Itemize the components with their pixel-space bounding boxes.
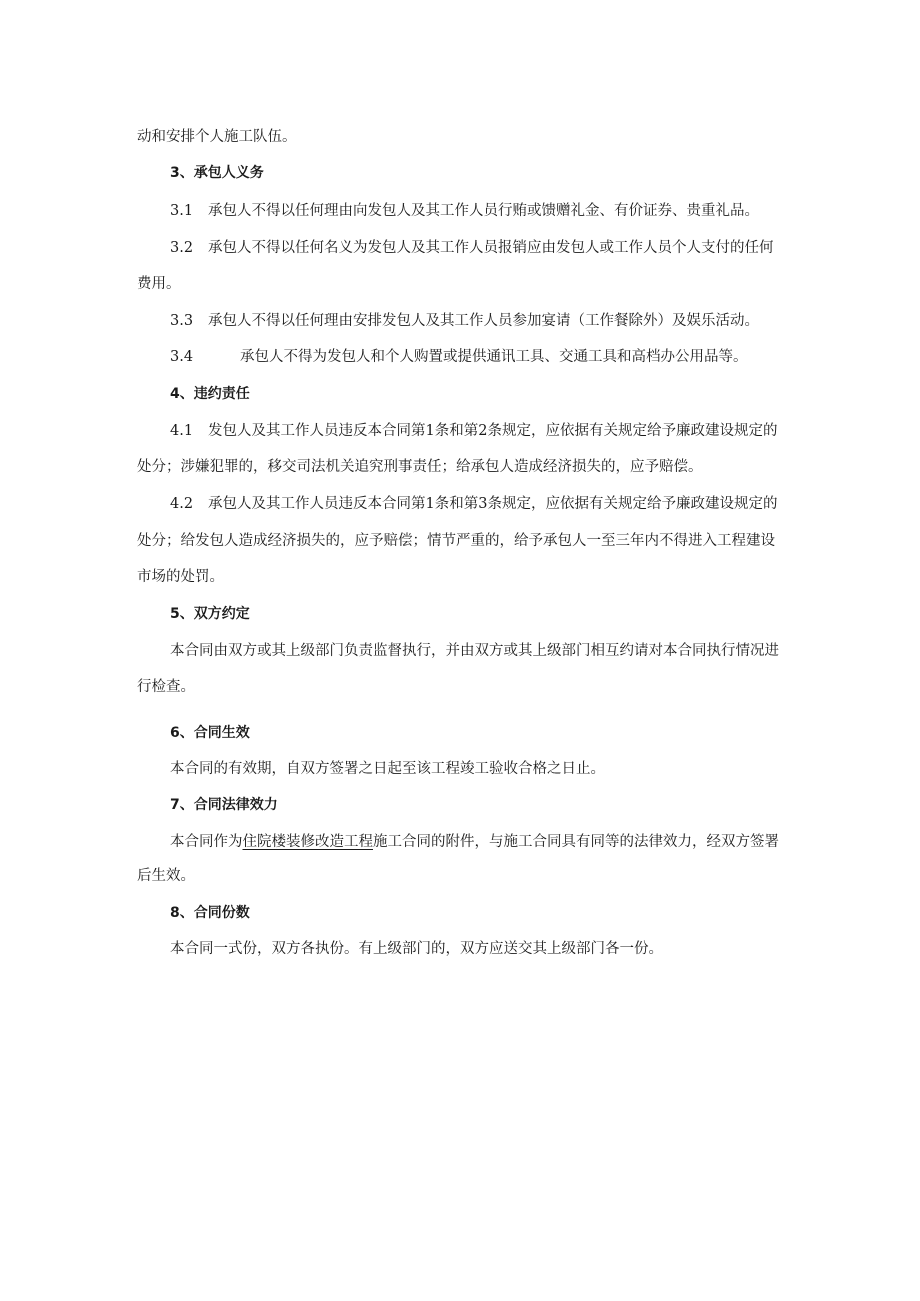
clause-number: 3.1 (170, 203, 194, 219)
paragraph-7-continuation (137, 866, 195, 886)
section-heading-text: 7、合同法律效力 (170, 797, 278, 813)
clause-4-1 (170, 421, 777, 441)
clause-4-1-continuation (137, 457, 703, 477)
paragraph-text: 行检查。 (137, 679, 195, 695)
clause-3-2-continuation (137, 274, 181, 294)
paragraph-continuation (137, 127, 297, 147)
clause-number: 4.2 (170, 496, 194, 512)
clause-text: 承包人不得为发包人和个人购置或提供通讯工具、交通工具和高档办公用品等。 (240, 349, 748, 365)
section-heading-3 (170, 163, 264, 183)
section-heading-5 (170, 604, 250, 624)
paragraph-text: 本合同的有效期，自双方签署之日起至该工程竣工验收合格之日止。 (170, 761, 605, 777)
clause-3-4 (170, 347, 748, 367)
clause-4-2-continuation (137, 531, 775, 551)
paragraph-text: 本合同作为 (170, 834, 243, 850)
clause-3-1 (170, 201, 759, 221)
section-heading-text: 4、违约责任 (170, 386, 250, 402)
section-heading-text: 3、承包人义务 (170, 165, 264, 181)
clause-text: 市场的处罚。 (137, 569, 224, 585)
project-name-underlined: 住院楼装修改造工程 (242, 834, 373, 850)
paragraph-text: 施工合同的附件，与施工合同具有同等的法律效力，经双方签署 (373, 834, 779, 850)
section-heading-text: 8、合同份数 (170, 905, 250, 921)
clause-4-2 (170, 494, 777, 514)
clause-number: 3.3 (170, 313, 194, 329)
paragraph-text: 本合同由双方或其上级部门负责监督执行，并由双方或其上级部门相互约请对本合同执行情况进 (170, 643, 779, 659)
paragraph-text: 本合同一式份，双方各执份。有上级部门的，双方应送交其上级部门各一份。 (170, 941, 663, 957)
clause-text: 承包人不得以任何名义为发包人及其工作人员报销应由发包人或工作人员个人支付的任何 (208, 240, 774, 256)
clause-3-2 (170, 238, 774, 258)
paragraph-text: 动和安排个人施工队伍。 (137, 129, 297, 145)
clause-text: 承包人不得以任何理由安排发包人及其工作人员参加宴请（工作餐除外）及娱乐活动。 (208, 313, 759, 329)
section-heading-6 (170, 723, 250, 743)
clause-3-3 (170, 311, 759, 331)
section-heading-text: 6、合同生效 (170, 725, 250, 741)
paragraph-6 (170, 759, 605, 779)
section-heading-4 (170, 384, 250, 404)
clause-text: 发包人及其工作人员违反本合同第1条和第2条规定，应依据有关规定给予廉政建设规定的 (208, 423, 778, 439)
clause-4-2-continuation (137, 567, 224, 587)
section-heading-text: 5、双方约定 (170, 606, 250, 622)
paragraph-7 (170, 832, 779, 852)
clause-text: 承包人不得以任何理由向发包人及其工作人员行贿或馈赠礼金、有价证券、贵重礼品。 (208, 203, 759, 219)
clause-text: 处分；给发包人造成经济损失的，应予赔偿；情节严重的，给予承包人一至三年内不得进入工程建设 (137, 533, 775, 549)
clause-number: 3.2 (170, 240, 194, 256)
paragraph-5-continuation (137, 677, 195, 697)
paragraph-text: 后生效。 (137, 868, 195, 884)
clause-text: 费用。 (137, 276, 181, 292)
clause-number: 3.4 (170, 349, 194, 365)
clause-text: 处分；涉嫌犯罪的，移交司法机关追究刑事责任；给承包人造成经济损失的，应予赔偿。 (137, 459, 703, 475)
clause-number: 4.1 (170, 423, 194, 439)
section-heading-7 (170, 795, 278, 815)
clause-text: 承包人及其工作人员违反本合同第1条和第3条规定，应依据有关规定给予廉政建设规定的 (208, 496, 778, 512)
paragraph-5 (170, 641, 779, 661)
section-heading-8 (170, 903, 250, 923)
paragraph-8 (170, 939, 663, 959)
